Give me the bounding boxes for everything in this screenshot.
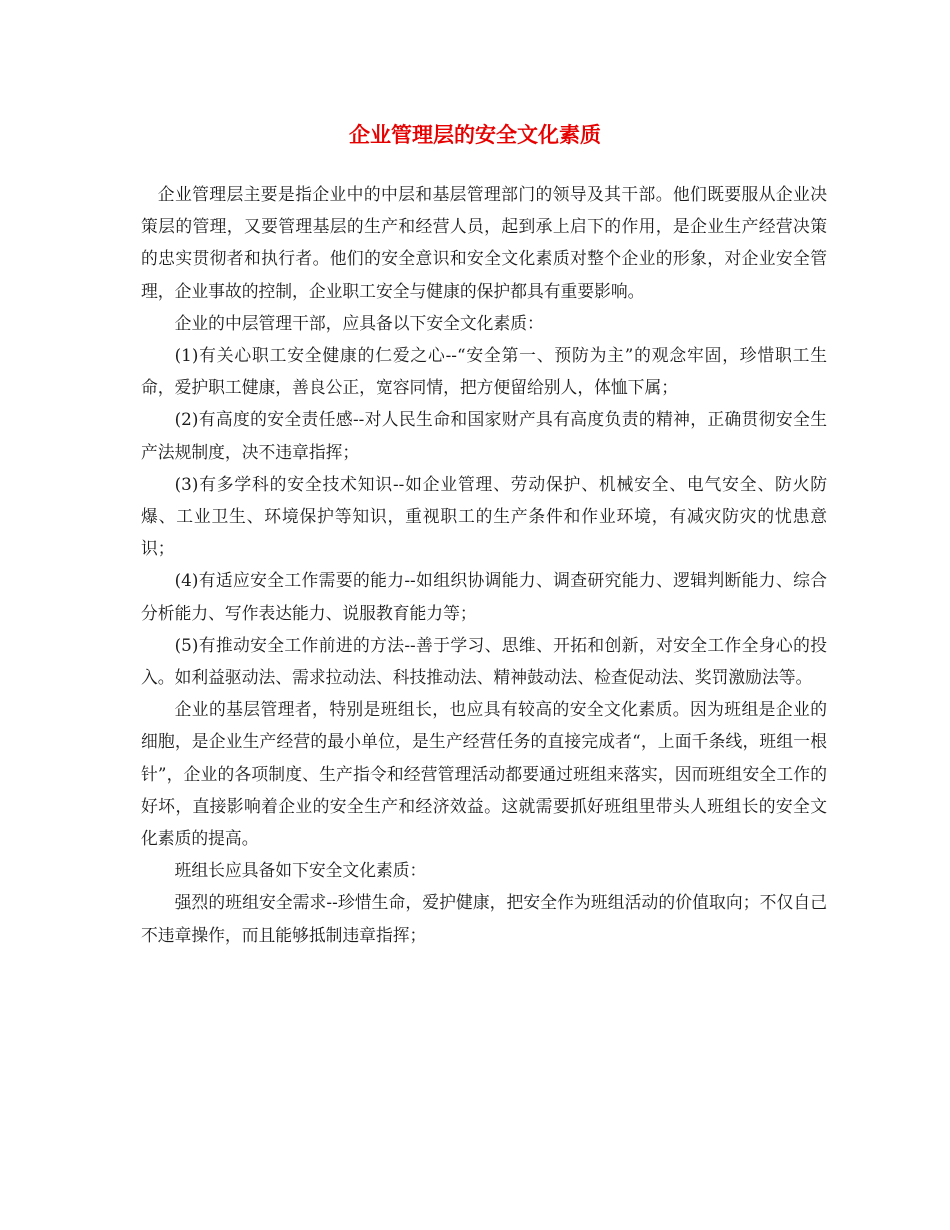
paragraph-item-1: (1)有关心职工安全健康的仁爱之心--“安全第一、预防为主”的观念牢固，珍惜职工生命，爱护职工健康，善良公正，宽容同情，把方便留给别人，体恤下属； bbox=[141, 345, 827, 398]
document-body bbox=[141, 178, 827, 951]
paragraph-item-3: (3)有多学科的安全技术知识--如企业管理、劳动保护、机械安全、电气安全、防火防爆、工业卫生、环境保护等知识，重视职工的生产条件和作业环境，有减灾防灾的忧患意识； bbox=[141, 473, 827, 559]
paragraph-intro: 企业管理层主要是指企业中的中层和基层管理部门的领导及其干部。他们既要服从企业决策层的管理，又要管理基层的生产和经营人员，起到承上启下的作用，是企业生产经营决策的忠实贯彻者和执行者。他们的安全意识和安全文化素质对整个企业的形象，对企业安全管理，企业事故的控制，企业职工安全与健康的保护都具有重要影响。 bbox=[141, 184, 827, 301]
paragraph-team-safety-demand: 强烈的班组安全需求--珍惜生命，爱护健康，把安全作为班组活动的价值取向；不仅自己不违章操作，而且能够抵制违章指挥； bbox=[141, 892, 827, 945]
paragraph-item-4: (4)有适应安全工作需要的能力--如组织协调能力、调查研究能力、逻辑判断能力、综合分析能力、写作表达能力、说服教育能力等； bbox=[141, 570, 827, 623]
document-title: 企业管理层的安全文化素质 bbox=[349, 122, 601, 147]
paragraph-team-leaders-heading: 班组长应具备如下安全文化素质： bbox=[174, 860, 427, 881]
paragraph-middle-managers-heading: 企业的中层管理干部，应具备以下安全文化素质： bbox=[174, 312, 544, 333]
paragraph-team-leaders: 企业的基层管理者，特别是班组长，也应具有较高的安全文化素质。因为班组是企业的细胞，是企业生产经营的最小单位，是生产经营任务的直接完成者“，上面千条线，班组一根针”，企业的各项制度、生产指令和经营管理活动都要通过班组来落实，因而班组安全工作的好坏，直接影响着企业的安全生产和经济效益。这就需要抓好班组里带头人班组长的安全文化素质的提高。 bbox=[141, 699, 827, 849]
paragraph-item-2: (2)有高度的安全责任感--对人民生命和国家财产具有高度负责的精神，正确贯彻安全生产法规制度，决不违章指挥； bbox=[141, 409, 827, 462]
paragraph-item-5: (5)有推动安全工作前进的方法--善于学习、思维、开拓和创新，对安全工作全身心的投入。如利益驱动法、需求拉动法、科技推动法、精神鼓动法、检查促动法、奖罚激励法等。 bbox=[141, 634, 827, 688]
